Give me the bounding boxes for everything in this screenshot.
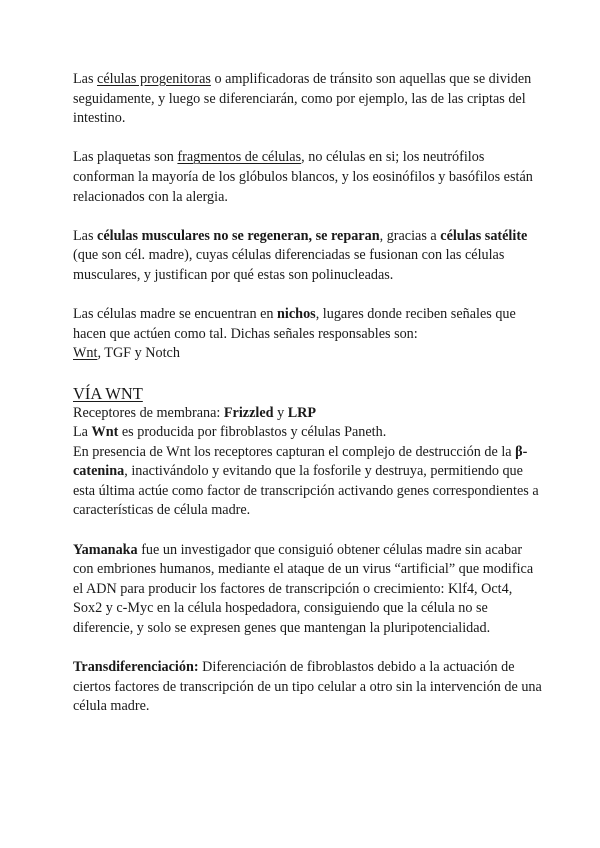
text: fue un investigador que consiguió obtener células madre sin acabar con embriones humanos, mediante el ataque de un virus “artificial” que modifica el ADN para producir los factores de transcripción o crecimiento: Klf4, Oct4, Sox2 y c-Myc en la célula hospedadora, consiguiendo que la célula no se diferencie, y solo se expresen genes que mantengan la pluripotencialidad. <box>73 541 534 637</box>
paragraph-platelets <box>73 148 543 207</box>
bold-term: nichos <box>277 306 316 323</box>
text: , lugares donde reciben señales que hacen que actúen como tal. Dichas señales responsables son: <box>73 306 516 342</box>
underlined-term: células progenitoras <box>97 71 211 87</box>
bold-term: células satélite <box>440 227 528 244</box>
text: y <box>273 404 288 421</box>
text: Receptores de membrana: <box>73 404 224 421</box>
text: , TGF y Notch <box>97 345 180 362</box>
text: Las células madre se encuentran en <box>73 306 278 323</box>
bold-term: Wnt <box>91 424 119 441</box>
wnt-section <box>73 404 543 522</box>
section-heading: VÍA WNT <box>73 383 143 403</box>
text: (que son cél. madre), cuyas células diferenciadas se fusionan con las células musculares, y justifican por qué estas son polinucleadas. <box>73 247 505 283</box>
paragraph-yamanaka <box>73 541 543 639</box>
bold-term: células musculares no se regeneran, se reparan <box>97 227 380 244</box>
wnt-production-line <box>73 423 543 443</box>
underlined-term: fragmentos de células <box>177 149 302 166</box>
bold-term: Transdiferenciación: <box>73 659 199 676</box>
text: o amplificadoras de tránsito son aquellas que se dividen seguidamente, y luego se diferenciarán, como por ejemplo, las de las criptas del intestino. <box>73 71 532 127</box>
text: Las <box>73 227 98 244</box>
text: La <box>73 424 92 441</box>
bold-term: LRP <box>287 404 317 421</box>
bold-term: Frizzled <box>223 404 274 421</box>
text: Las <box>73 71 98 87</box>
document-page <box>73 70 543 737</box>
paragraph-niches <box>73 305 543 364</box>
text: Las plaquetas son <box>73 149 178 166</box>
paragraph-progenitor-cells <box>73 70 543 129</box>
text: Diferenciación de fibroblastos debido a la actuación de ciertos factores de transcripción de un tipo celular a otro sin la intervención de una célula madre. <box>73 659 542 715</box>
text: es producida por fibroblastos y células Paneth. <box>118 424 387 441</box>
paragraph-transdifferentiation <box>73 658 543 717</box>
text: En presencia de Wnt los receptores capturan el complejo de destrucción de la <box>73 443 516 460</box>
text: , inactivándolo y evitando que la fosforile y destruya, permitiendo que esta última actúe como factor de transcripción activando genes correspondientes a características de célula madre. <box>73 463 539 519</box>
wnt-receptors-line <box>73 404 543 424</box>
underlined-term: Wnt <box>73 345 98 362</box>
bold-term: β-catenina <box>73 443 528 480</box>
text: , gracias a <box>379 227 441 244</box>
paragraph-muscle-cells <box>73 227 543 286</box>
bold-term: Yamanaka <box>73 541 138 558</box>
wnt-mechanism-line <box>73 443 543 521</box>
text: , no células en si; los neutrófilos conforman la mayoría de los glóbulos blancos, y los eosinófilos y basófilos están relacionados con la alergia. <box>73 149 533 205</box>
